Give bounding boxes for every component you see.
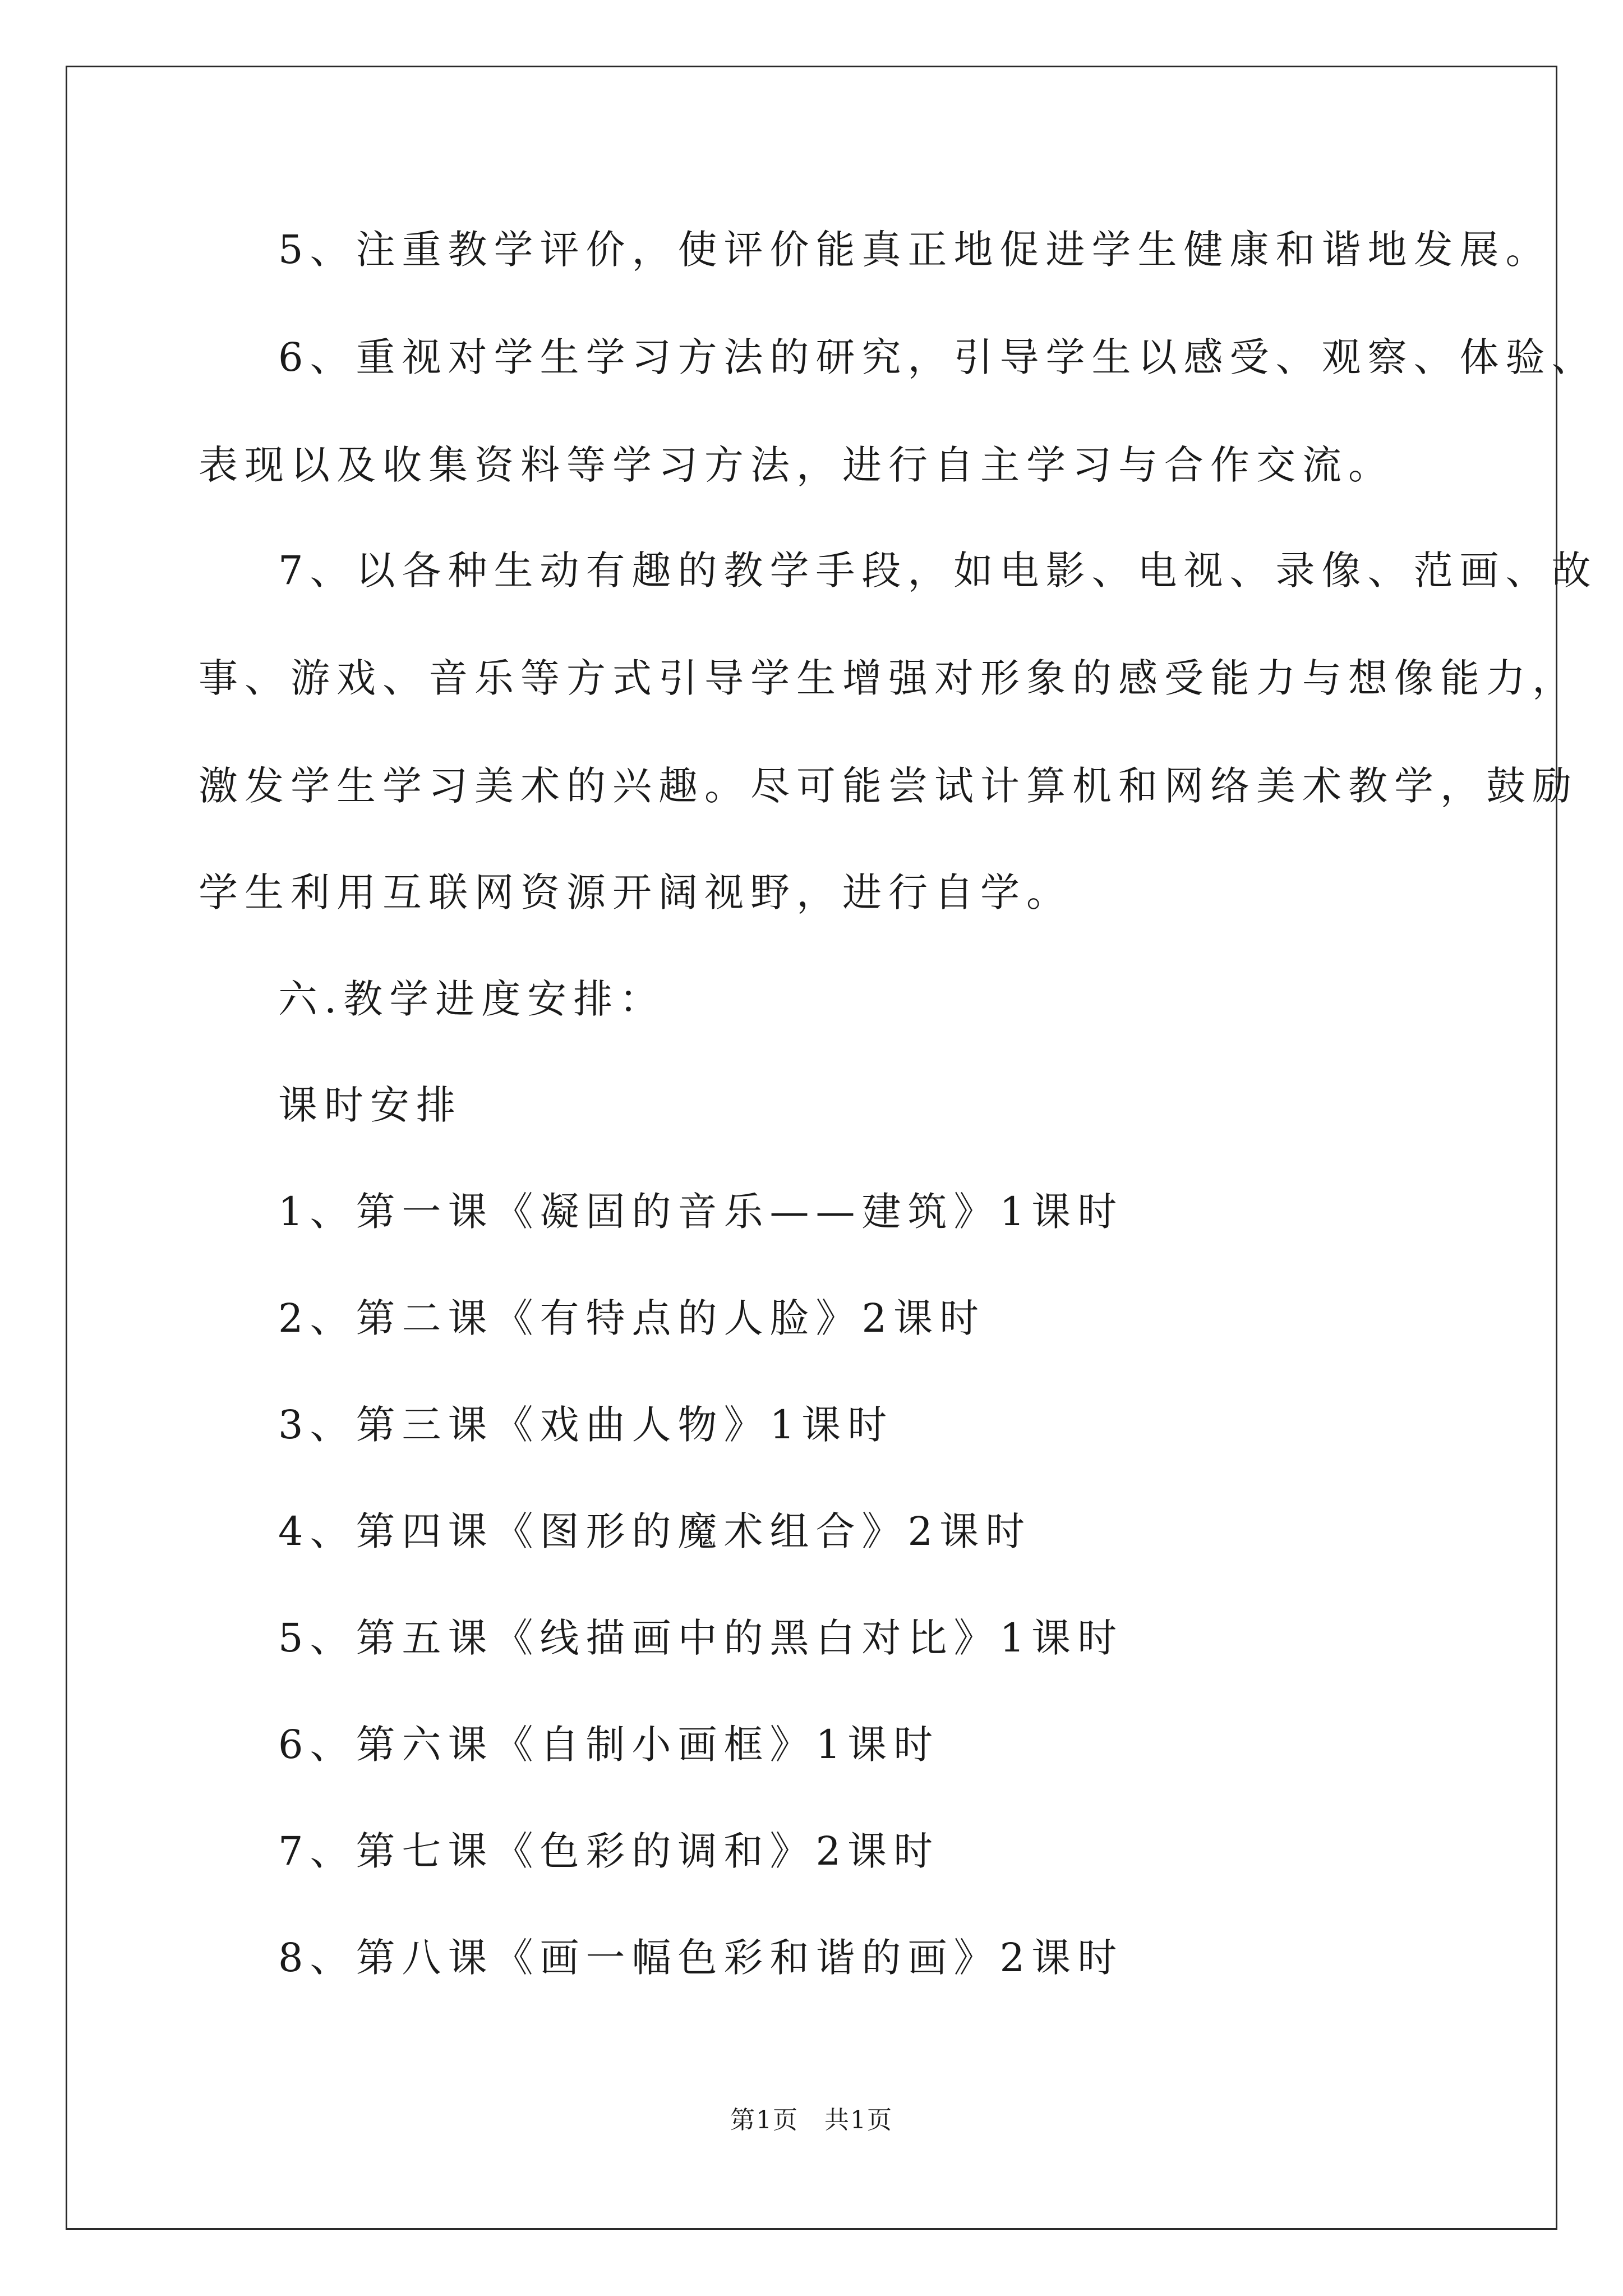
paragraph-5: 5、注重教学评价，使评价能真正地促进学生健康和谐地发展。 — [278, 227, 1552, 273]
schedule-item: 7、第七课《色彩的调和》2课时 — [278, 1828, 940, 1874]
schedule-heading: 课时安排 — [278, 1082, 462, 1128]
schedule-item: 3、第三课《戏曲人物》1课时 — [278, 1402, 894, 1448]
schedule-item: 4、第四课《图形的魔术组合》2课时 — [278, 1508, 1032, 1554]
schedule-item: 8、第八课《画一幅色彩和谐的画》2课时 — [278, 1935, 1124, 1981]
paragraph-6-line-1: 6、重视对学生学习方法的研究，引导学生以感受、观察、体验、 — [278, 334, 1598, 380]
page-footer: 第1页 共1页 — [730, 2106, 893, 2134]
schedule-item: 2、第二课《有特点的人脸》2课时 — [278, 1295, 986, 1341]
paragraph-6-line-2: 表现以及收集资料等学习方法，进行自主学习与合作交流。 — [199, 442, 1394, 488]
schedule-item: 5、第五课《线描画中的黑白对比》1课时 — [278, 1615, 1124, 1661]
schedule-item: 1、第一课《凝固的音乐——建筑》1课时 — [278, 1189, 1124, 1235]
paragraph-7-line-3: 激发学生学习美术的兴趣。尽可能尝试计算机和网络美术教学，鼓励 — [199, 763, 1578, 809]
section-heading: 六.教学进度安排： — [278, 976, 666, 1022]
paragraph-7-line-1: 7、以各种生动有趣的教学手段，如电影、电视、录像、范画、故 — [278, 547, 1598, 593]
paragraph-7-line-4: 学生利用互联网资源开阔视野，进行自学。 — [199, 869, 1072, 915]
schedule-item: 6、第六课《自制小画框》1课时 — [278, 1722, 940, 1768]
paragraph-7-line-2: 事、游戏、音乐等方式引导学生增强对形象的感受能力与想像能力， — [199, 655, 1578, 701]
